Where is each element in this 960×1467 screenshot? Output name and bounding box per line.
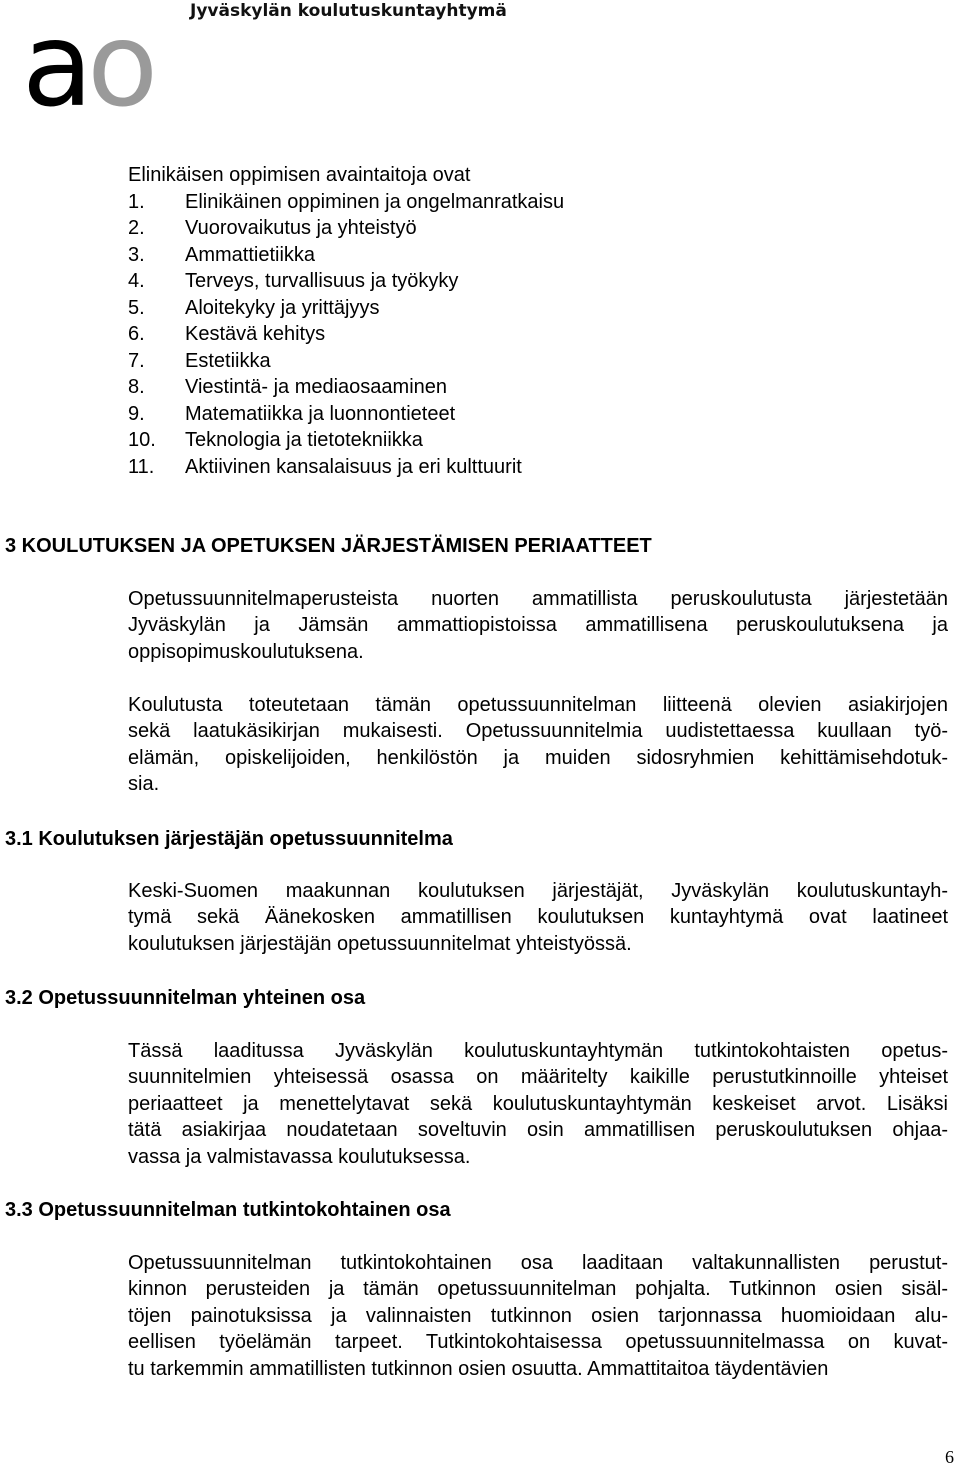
organization-name: Jyväskylän koulutuskuntayhtymä — [190, 1, 507, 21]
competencies-intro: Elinikäisen oppimisen avaintaitoja ovat — [128, 164, 471, 186]
list-item — [128, 348, 564, 375]
list-item-label: Vuorovaikutus ja yhteistyö — [185, 217, 417, 239]
list-item-number: 7. — [128, 349, 145, 372]
list-item-number: 1. — [128, 190, 145, 213]
list-item — [128, 295, 564, 322]
list-item-number: 10. — [128, 429, 156, 451]
logo-letter-o: o — [87, 0, 153, 133]
text-line: kinnon perusteiden ja tämän opetussuunnitelman pohjalta. Tutkinnon osien sisäl- — [128, 1278, 948, 1301]
text-line: Opetussuunnitelman tutkintokohtainen osa laaditaan valtakunnallisten perustut- — [128, 1252, 948, 1274]
list-item — [128, 374, 564, 401]
list-item-label: Teknologia ja tietotekniikka — [185, 429, 423, 451]
list-item — [128, 401, 564, 428]
list-item-number: 4. — [128, 270, 145, 292]
text-line: tu tarkemmin ammatillisten tutkinnon osien osuutta. Ammattitaitoa täydentävien — [128, 1357, 829, 1380]
list-item — [128, 268, 564, 295]
logo-letter-a: a — [22, 0, 88, 133]
list-item — [128, 321, 564, 348]
text-line: Opetussuunnitelmaperusteista nuorten ammatillista peruskoulutusta järjestetään — [128, 588, 948, 610]
text-line: Jyväskylän ja Jämsän ammattiopistoissa ammatillisena peruskoulutuksena ja — [128, 614, 948, 637]
text-line: vassa ja valmistavassa koulutuksessa. — [128, 1145, 471, 1168]
list-item-number: 6. — [128, 323, 145, 345]
list-item-number: 11. — [128, 455, 155, 478]
ao-logo — [22, 0, 153, 133]
list-item-number: 5. — [128, 296, 145, 319]
text-line: tätä asiakirjaa noudatetaan soveltuvin osin ammatillisen peruskoulutuksen ohjaa- — [128, 1119, 948, 1142]
list-item-label: Aloitekyky ja yrittäjyys — [185, 296, 380, 319]
list-item — [128, 189, 564, 216]
list-item-label: Viestintä- ja mediaosaaminen — [185, 376, 448, 398]
list-item-label: Ammattietiikka — [185, 243, 316, 266]
list-item-label: Elinikäinen oppiminen ja ongelmanratkaisu — [185, 190, 565, 213]
text-line: sia. — [128, 773, 160, 796]
section-3-1-heading: 3.1 Koulutuksen järjestäjän opetussuunnitelma — [5, 828, 453, 850]
section-3-2-heading: 3.2 Opetussuunnitelman yhteinen osa — [5, 987, 366, 1009]
list-item-label: Matematiikka ja luonnontieteet — [185, 402, 456, 425]
list-item-label: Kestävä kehitys — [185, 323, 326, 345]
section-3-paragraph-1 — [128, 586, 948, 665]
text-line: suunnitelmien yhteisessä osassa on määritelty kaikille perustutkinnoille yhteiset — [128, 1066, 948, 1089]
text-line: tymä sekä Äänekosken ammatillisen koulutuksen kuntayhtymä ovat laatineet — [128, 906, 948, 929]
section-3-paragraph-2 — [128, 692, 948, 798]
list-item-number: 9. — [128, 402, 145, 425]
section-3-1-paragraph — [128, 878, 948, 957]
list-item — [128, 242, 564, 269]
text-line: sekä laatukäsikirjan mukaisesti. Opetussuunnitelmia uudistettaessa kuullaan työ- — [128, 720, 948, 743]
text-line: elämän, opiskelijoiden, henkilöstön ja muiden sidosryhmien kehittämisehdotuk- — [128, 746, 948, 769]
list-item — [128, 215, 564, 242]
text-line: töjen painotuksissa ja valinnaisten tutkinnon osien tarjonnassa huomioidaan alu- — [128, 1304, 948, 1327]
list-item — [128, 454, 564, 481]
list-item-number: 2. — [128, 217, 145, 239]
text-line: Koulutusta toteutetaan tämän opetussuunnitelman liitteenä olevien asiakirjojen — [128, 694, 948, 716]
list-item-number: 3. — [128, 243, 145, 266]
section-3-3-heading: 3.3 Opetussuunnitelman tutkintokohtainen osa — [5, 1199, 451, 1221]
text-line: Keski-Suomen maakunnan koulutuksen järjestäjät, Jyväskylän koulutuskuntayh- — [128, 880, 948, 902]
text-line: Tässä laaditussa Jyväskylän koulutuskuntayhtymän tutkintokohtaisten opetus- — [128, 1040, 948, 1062]
list-item-number: 8. — [128, 376, 145, 398]
section-3-3-paragraph — [128, 1250, 948, 1382]
list-item-label: Terveys, turvallisuus ja työkyky — [185, 270, 459, 292]
section-3-2-paragraph — [128, 1038, 948, 1170]
text-line: oppisopimuskoulutuksena. — [128, 640, 364, 663]
competencies-list — [128, 189, 564, 481]
list-item-label: Estetiikka — [185, 349, 271, 372]
text-line: eellisen työelämän tarpeet. Tutkintokohtaisessa opetussuunnitelmassa on kuvat- — [128, 1331, 948, 1354]
text-line: periaatteet ja menettelytavat sekä koulutuskuntayhtymän keskeiset arvot. Lisäksi — [128, 1092, 948, 1115]
list-item — [128, 427, 564, 454]
page-number: 6 — [945, 1447, 954, 1467]
text-line: koulutuksen järjestäjän opetussuunnitelmat yhteistyössä. — [128, 932, 632, 955]
section-3-heading: 3 KOULUTUKSEN JA OPETUKSEN JÄRJESTÄMISEN PERIAATTEET — [5, 535, 652, 557]
list-item-label: Aktiivinen kansalaisuus ja eri kulttuurit — [185, 455, 522, 478]
competencies-block — [128, 162, 564, 480]
